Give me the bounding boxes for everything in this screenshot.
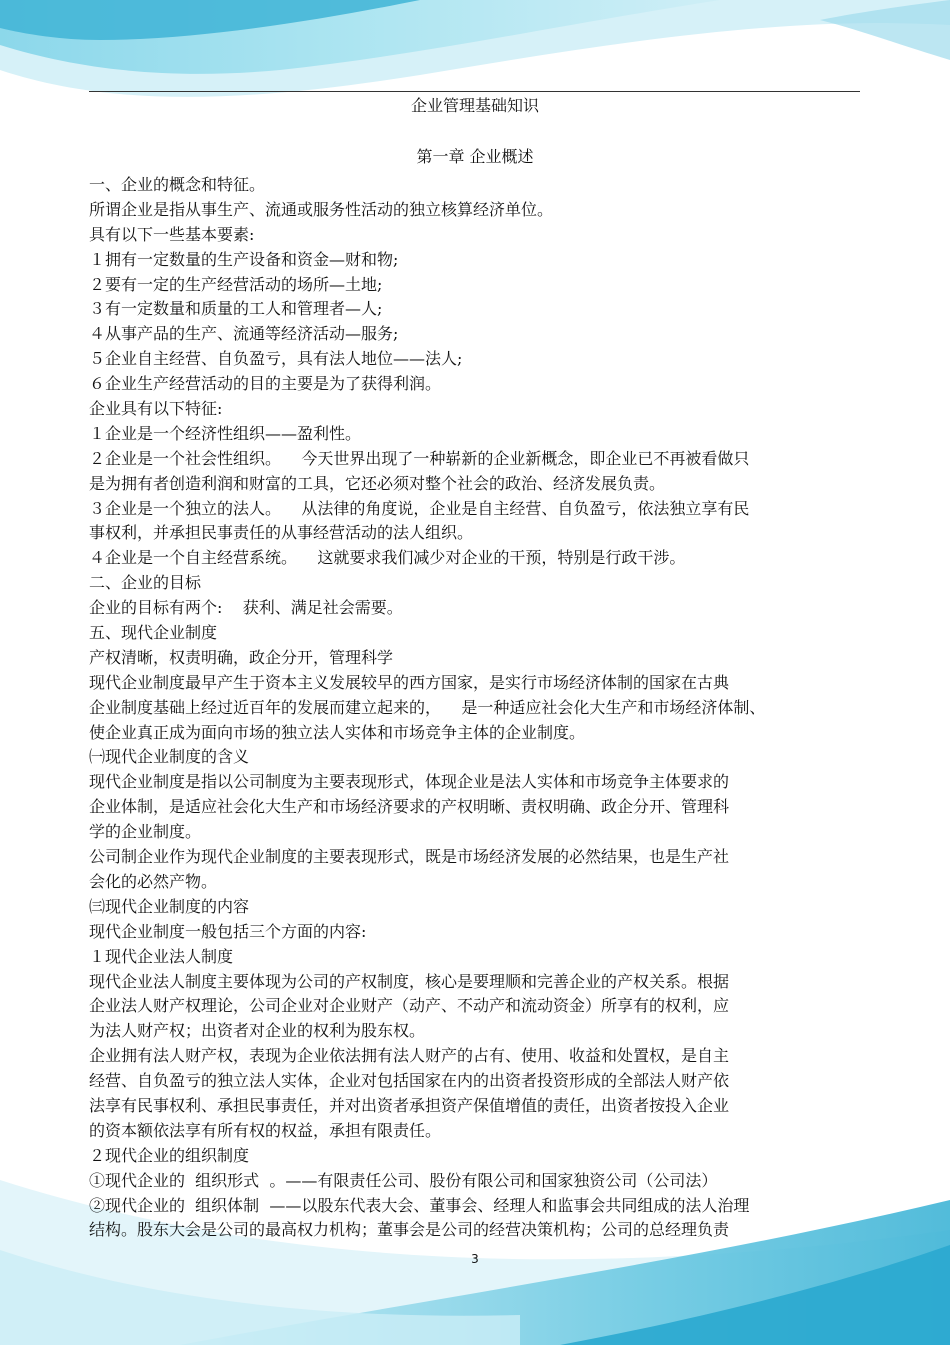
text-line: １企业是一个经济性组织——盈利性。 [89, 423, 362, 443]
text-line: 现代企业法人制度主要体现为公司的产权制度，核心是要理顺和完善企业的产权关系。根据 [89, 971, 730, 991]
text-line: 企业法人财产权理论，公司企业对企业财产（动产、不动产和流动资金）所享有的权利，应 [89, 996, 730, 1016]
text-line: 公司制企业作为现代企业制度的主要表现形式，既是市场经济发展的必然结果，也是生产社 [89, 847, 730, 867]
text-line: 是为拥有者创造利润和财富的工具，它还必须对整个社会的政治、经济发展负责。 [89, 473, 666, 493]
text-line: ②现代企业的 组织体制 ——以股东代表大会、董事会、经理人和监事会共同组成的法人治理 [89, 1195, 750, 1215]
header-rule [89, 91, 860, 92]
text-line: 结构。股东大会是公司的最高权力机构；董事会是公司的经营决策机构；公司的总经理负责 [89, 1220, 730, 1240]
page-number: 3 [471, 1252, 479, 1266]
text-line: １现代企业法人制度 [89, 946, 234, 966]
text-line: 学的企业制度。 [89, 822, 202, 842]
text-line: 所谓企业是指从事生产、流通或服务性活动的独立核算经济单位。 [89, 199, 554, 219]
text-line: 产权清晰，权责明确，政企分开，管理科学 [89, 647, 394, 667]
text-line: ３企业是一个独立的法人。 从法律的角度说，企业是自主经营、自负盈亏，依法独立享有民 [89, 498, 750, 518]
text-line: ４从事产品的生产、流通等经济活动—服务; [89, 324, 399, 344]
text-line: 企业体制，是适应社会化大生产和市场经济要求的产权明晰、责权明确、政企分开、管理科 [89, 797, 730, 817]
text-line: 为法人财产权；出资者对企业的权利为股东权。 [89, 1021, 426, 1041]
text-line: 现代企业制度一般包括三个方面的内容: [89, 921, 367, 941]
text-line: ①现代企业的 组织形式 。——有限责任公司、股份有限公司和国家独资公司（公司法） [89, 1170, 718, 1190]
text-line: ２现代企业的组织制度 [89, 1145, 250, 1165]
text-line: ５企业自主经营、自负盈亏，具有法人地位——法人; [89, 349, 463, 369]
text-line: 现代企业制度是指以公司制度为主要表现形式，体现企业是法人实体和市场竞争主体要求的 [89, 772, 730, 792]
text-line: 五、现代企业制度 [89, 623, 218, 643]
text-line: 事权利，并承担民事责任的从事经营活动的法人组织。 [89, 523, 474, 543]
chapter-title: 第一章 企业概述 [416, 147, 534, 166]
text-line: ３有一定数量和质量的工人和管理者—人; [89, 299, 383, 319]
text-line: １拥有一定数量的生产设备和资金—财和物; [89, 249, 399, 269]
text-line: 企业的目标有两个: 获利、满足社会需要。 [89, 598, 403, 618]
text-line: 企业拥有法人财产权，表现为企业依法拥有法人财产的占有、使用、收益和处置权，是自主 [89, 1046, 730, 1066]
text-line: ６企业生产经营活动的目的主要是为了获得利润。 [89, 374, 442, 394]
text-line: 企业制度基础上经过近百年的发展而建立起来的， 是一种适应社会化大生产和市场经济体制、 [89, 697, 766, 717]
text-line: 经营、自负盈亏的独立法人实体，企业对包括国家在内的出资者投资形成的全部法人财产依 [89, 1071, 730, 1091]
text-line: 现代企业制度最早产生于资本主义发展较早的西方国家，是实行市场经济体制的国家在古典 [89, 672, 730, 692]
text-line: 二、企业的目标 [89, 573, 202, 593]
text-line: ㈠现代企业制度的含义 [89, 747, 250, 767]
text-line: 会化的必然产物。 [89, 871, 218, 891]
text-line: ２企业是一个社会性组织。 今天世界出现了一种崭新的企业新概念，即企业已不再被看做只 [89, 448, 750, 468]
text-line: 的资本额依法享有所有权的权益，承担有限责任。 [89, 1120, 442, 1140]
text-line: ４企业是一个自主经营系统。 这就要求我们减少对企业的干预，特别是行政干涉。 [89, 548, 686, 568]
text-line: 一、企业的概念和特征。 [89, 175, 266, 194]
text-line: 法享有民事权利、承担民事责任，并对出资者承担资产保值增值的责任，出资者按投入企业 [89, 1095, 730, 1115]
text-line: ２要有一定的生产经营活动的场所—土地; [89, 274, 383, 294]
text-line: 具有以下一些基本要素: [89, 224, 255, 244]
text-line: ㈢现代企业制度的内容 [89, 896, 250, 916]
document-title: 企业管理基础知识 [410, 96, 539, 115]
text-line: 企业具有以下特征: [89, 399, 223, 419]
body-text [89, 173, 849, 1243]
text-line: 使企业真正成为面向市场的独立法人实体和市场竞争主体的企业制度。 [89, 722, 586, 742]
